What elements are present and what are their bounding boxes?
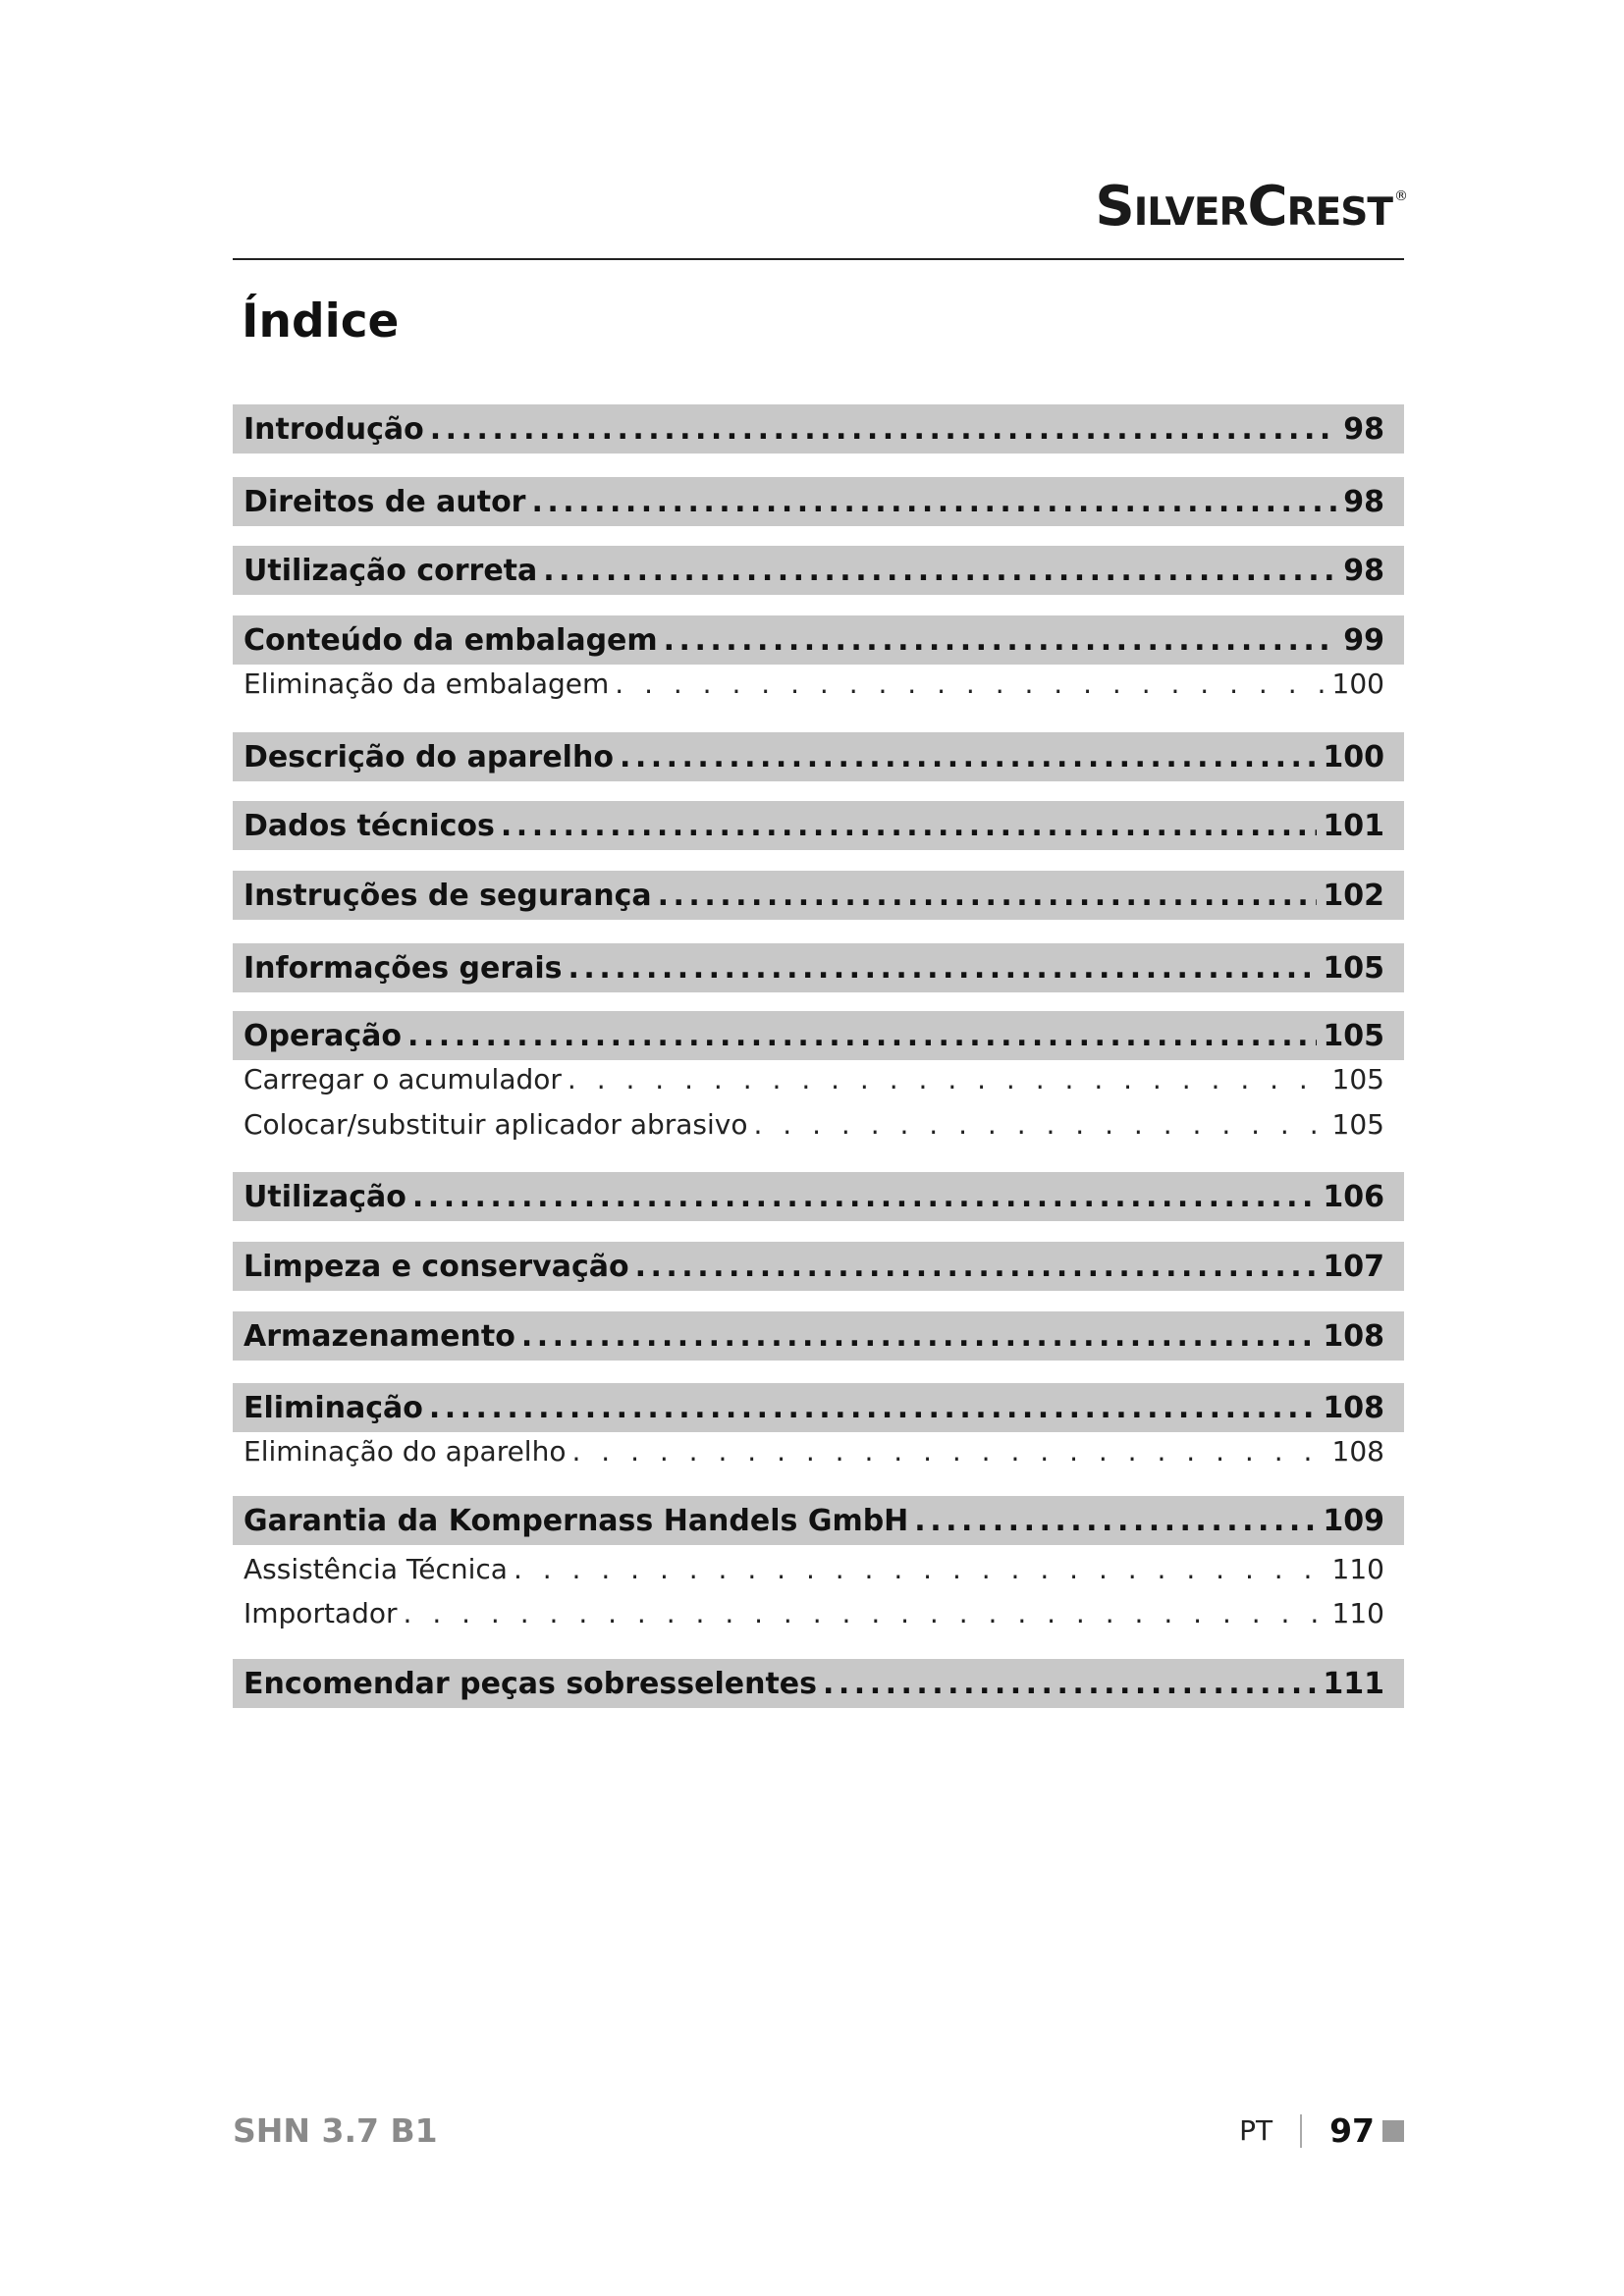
toc-section-row[interactable] (233, 1011, 1404, 1060)
toc-section-row[interactable] (233, 1242, 1404, 1291)
toc-entry-page: 106 (1323, 1179, 1384, 1214)
toc-section-row[interactable] (233, 1496, 1404, 1545)
toc-entry-label: Utilização (244, 1179, 406, 1214)
toc-entry-page: 100 (1323, 739, 1384, 774)
toc-section-row[interactable] (233, 1383, 1404, 1432)
toc-section-row[interactable] (233, 477, 1404, 526)
toc-entry-label: Instruções de segurança (244, 878, 652, 913)
toc-dot-leader (615, 667, 1326, 700)
toc-entry-page: 98 (1343, 553, 1384, 588)
toc-entry-page: 110 (1331, 1596, 1384, 1629)
toc-entry-label: Informações gerais (244, 950, 563, 986)
toc-entry-page: 108 (1331, 1434, 1384, 1468)
toc-entry-label: Descrição do aparelho (244, 739, 614, 774)
toc-entry-page: 105 (1331, 1107, 1384, 1141)
toc-entry-label: Armazenamento (244, 1318, 515, 1354)
toc-entry-page: 108 (1323, 1390, 1384, 1425)
toc-section-row[interactable] (233, 732, 1404, 781)
toc-entry-label: Garantia da Kompernass Handels GmbH (244, 1503, 909, 1538)
toc-dot-leader (568, 1063, 1326, 1095)
toc-entry-page: 100 (1331, 667, 1384, 700)
toc-dot-leader (501, 809, 1317, 843)
toc-subsection-row[interactable] (233, 1059, 1404, 1098)
toc-dot-leader (571, 1435, 1326, 1468)
toc-dot-leader (531, 485, 1337, 519)
footer-separator (1300, 2114, 1302, 2148)
toc-entry-page: 107 (1323, 1249, 1384, 1284)
toc-dot-leader (429, 1391, 1318, 1425)
toc-section-row[interactable] (233, 871, 1404, 920)
toc-section-row[interactable] (233, 1172, 1404, 1221)
toc-entry-label: Conteúdo da embalagem (244, 622, 658, 658)
toc-entry-label: Introdução (244, 411, 424, 447)
toc-dot-leader (620, 740, 1317, 774)
toc-dot-leader (635, 1250, 1318, 1284)
brand-logo-text: SilverCrest (1095, 175, 1392, 239)
page-title: Índice (242, 294, 400, 348)
toc-dot-leader (412, 1180, 1317, 1214)
toc-dot-leader (407, 1019, 1317, 1053)
header-divider (233, 258, 1404, 260)
toc-entry-label: Limpeza e conservação (244, 1249, 629, 1284)
toc-dot-leader (521, 1319, 1318, 1354)
toc-entry-label: Utilização correta (244, 553, 538, 588)
toc-dot-leader (754, 1108, 1326, 1141)
toc-section-row[interactable] (233, 615, 1404, 665)
toc-subsection-row[interactable] (233, 1431, 1404, 1470)
toc-dot-leader (404, 1597, 1326, 1629)
toc-entry-label: Eliminação (244, 1390, 423, 1425)
footer-language: PT (1239, 2114, 1273, 2147)
toc-entry-label: Direitos de autor (244, 484, 526, 519)
toc-entry-label: Colocar/substituir aplicador abrasivo (244, 1107, 748, 1141)
toc-entry-page: 111 (1323, 1666, 1384, 1701)
toc-entry-label: Dados técnicos (244, 808, 495, 843)
toc-entry-page: 99 (1343, 622, 1384, 658)
toc-subsection-row[interactable] (233, 1593, 1404, 1632)
toc-entry-page: 105 (1323, 1018, 1384, 1053)
toc-entry-label: Carregar o acumulador (244, 1062, 562, 1095)
footer-model: SHN 3.7 B1 (233, 2111, 438, 2150)
toc-dot-leader (514, 1553, 1326, 1585)
toc-entry-label: Assistência Técnica (244, 1552, 508, 1585)
toc-section-row[interactable] (233, 801, 1404, 850)
toc-entry-page: 98 (1343, 484, 1384, 519)
toc-subsection-row[interactable] (233, 1549, 1404, 1588)
footer-square-icon (1382, 2120, 1404, 2142)
toc-entry-label: Operação (244, 1018, 403, 1053)
toc-dot-leader (543, 554, 1337, 588)
toc-entry-page: 110 (1331, 1552, 1384, 1585)
toc-section-row[interactable] (233, 943, 1404, 992)
toc-dot-leader (568, 951, 1318, 986)
toc-entry-label: Eliminação da embalagem (244, 667, 610, 700)
toc-entry-page: 109 (1323, 1503, 1384, 1538)
toc-entry-label: Importador (244, 1596, 398, 1629)
registered-mark: ® (1394, 188, 1407, 204)
toc-entry-page: 108 (1323, 1318, 1384, 1354)
toc-section-row[interactable] (233, 1311, 1404, 1361)
toc-entry-page: 102 (1323, 878, 1384, 913)
toc-dot-leader (430, 412, 1338, 447)
toc-subsection-row[interactable] (233, 1104, 1404, 1144)
toc-entry-page: 105 (1323, 950, 1384, 986)
toc-dot-leader (914, 1504, 1317, 1538)
toc-entry-label: Eliminação do aparelho (244, 1434, 567, 1468)
toc-entry-label: Encomendar peças sobresselentes (244, 1666, 817, 1701)
toc-subsection-row[interactable] (233, 664, 1404, 703)
toc-section-row[interactable] (233, 546, 1404, 595)
toc-entry-page: 105 (1331, 1062, 1384, 1095)
toc-dot-leader (664, 623, 1338, 658)
toc-dot-leader (823, 1667, 1317, 1701)
toc-section-row[interactable] (233, 404, 1404, 454)
brand-logo (1095, 175, 1407, 239)
toc-entry-page: 98 (1343, 411, 1384, 447)
footer-page-number: 97 (1329, 2111, 1375, 2150)
toc-dot-leader (658, 879, 1318, 913)
footer-page-info (1239, 2111, 1404, 2150)
toc-section-row[interactable] (233, 1659, 1404, 1708)
toc-entry-page: 101 (1323, 808, 1384, 843)
